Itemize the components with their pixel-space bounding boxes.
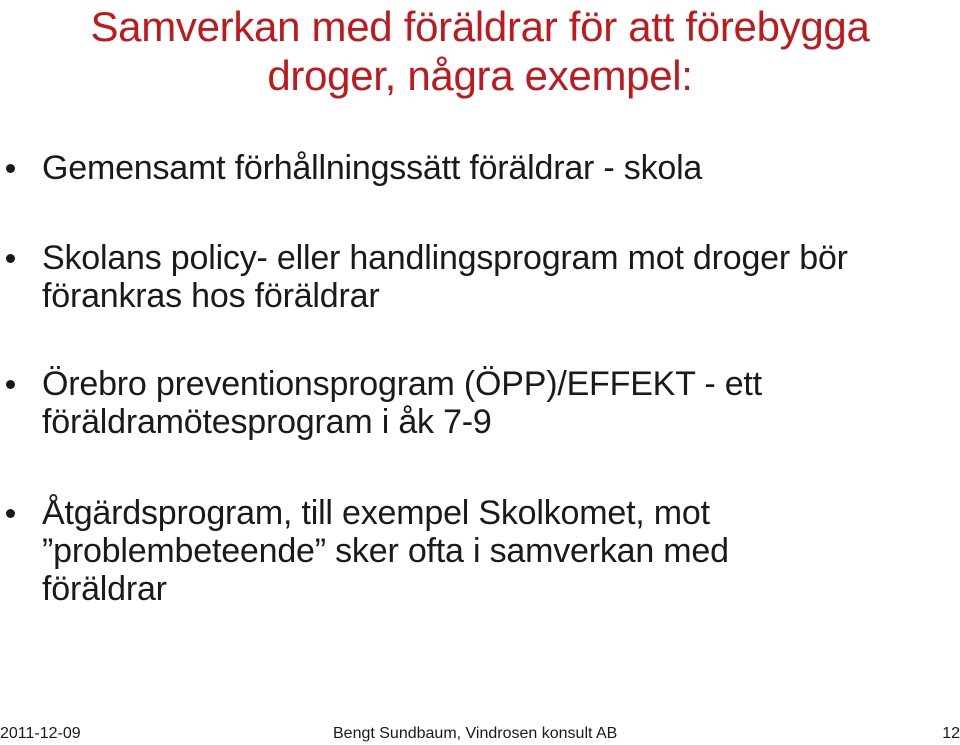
bullet-dot-icon [6, 164, 15, 173]
bullet-item-2 [42, 239, 942, 315]
bullet-dot-icon [6, 254, 15, 263]
bullet-text: Örebro preventionsprogram (ÖPP)/EFFEKT - ett [42, 365, 762, 403]
footer-author: Bengt Sundbaum, Vindrosen konsult AB [333, 725, 618, 742]
bullet-dot-icon [6, 509, 15, 518]
bullet-text: Åtgärdsprogram, till exempel Skolkomet, mot [42, 494, 710, 532]
bullet-text: föräldrar [42, 570, 167, 608]
bullet-text: ”problembeteende” sker ofta i samverkan med [42, 532, 729, 570]
footer-page-number: 12 [942, 725, 960, 742]
bullet-text: Gemensamt förhållningssätt föräldrar - skola [42, 149, 703, 187]
bullet-item-1 [42, 149, 942, 187]
bullet-item-3 [42, 365, 942, 441]
footer-date: 2011-12-09 [0, 725, 81, 742]
bullet-text: Skolans policy- eller handlingsprogram mot droger bör [42, 239, 848, 277]
bullet-text: förankras hos föräldrar [42, 277, 380, 315]
slide-title-line-1: Samverkan med föräldrar för att förebygga [90, 3, 870, 50]
bullet-dot-icon [6, 380, 15, 389]
bullet-text: föräldramötesprogram i åk 7-9 [42, 403, 492, 441]
slide-title-line-2: droger, några exempel: [267, 52, 693, 99]
slide-title [0, 2, 960, 100]
bullet-item-4 [42, 494, 942, 608]
